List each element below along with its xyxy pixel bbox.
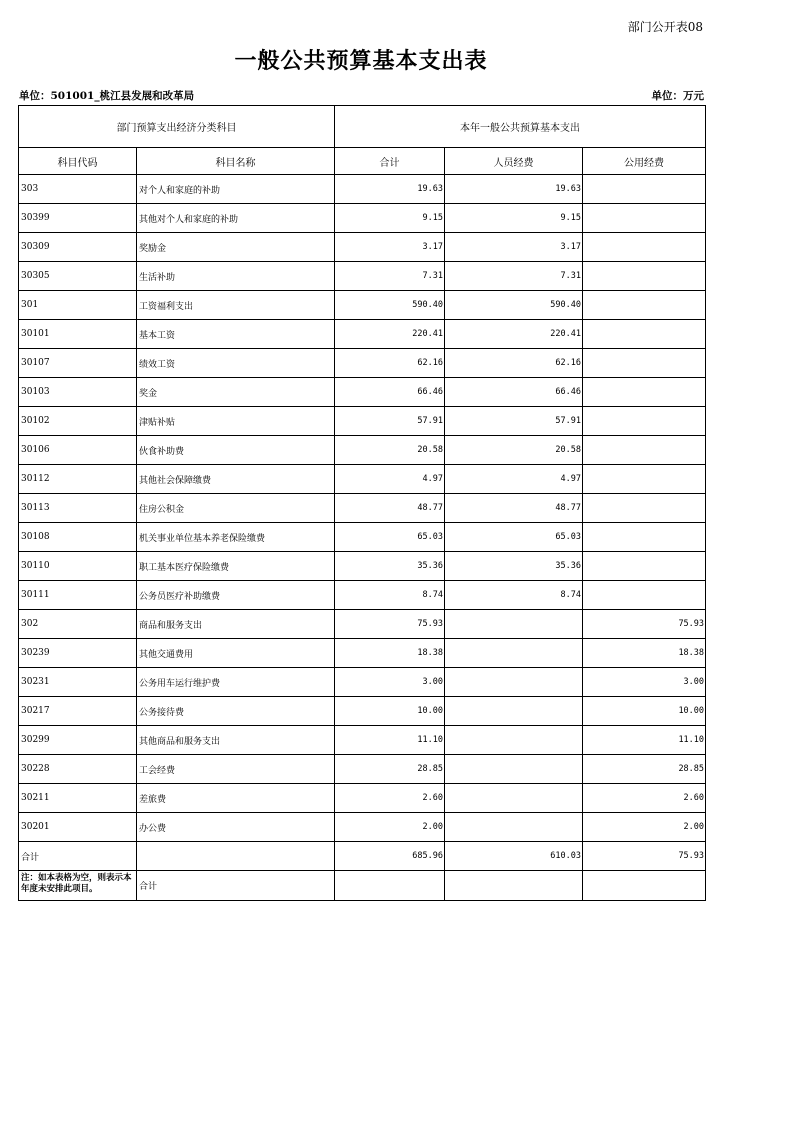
note-row-empty-cell [335, 871, 445, 901]
cell-personnel: 8.74 [445, 581, 583, 610]
cell-code: 30239 [19, 639, 137, 668]
cell-public: 2.00 [583, 813, 706, 842]
cell-code: 302 [19, 610, 137, 639]
cell-total: 19.63 [335, 175, 445, 204]
cell-code: 30112 [19, 465, 137, 494]
cell-name: 奖励金 [137, 233, 335, 262]
cell-name: 职工基本医疗保险缴费 [137, 552, 335, 581]
table-row [19, 378, 706, 407]
cell-total: 220.41 [335, 320, 445, 349]
column-header-total: 合计 [335, 148, 445, 175]
cell-total: 8.74 [335, 581, 445, 610]
cell-code: 30113 [19, 494, 137, 523]
cell-total: 590.40 [335, 291, 445, 320]
note-row [19, 871, 706, 901]
cell-public [583, 320, 706, 349]
cell-public: 10.00 [583, 697, 706, 726]
cell-total: 20.58 [335, 436, 445, 465]
cell-name: 其他商品和服务支出 [137, 726, 335, 755]
table-row [19, 291, 706, 320]
cell-personnel: 7.31 [445, 262, 583, 291]
cell-code: 30211 [19, 784, 137, 813]
cell-code: 303 [19, 175, 137, 204]
table-note: 注：如本表格为空，则表示本年度未安排此项目。 [19, 871, 137, 901]
cell-personnel [445, 726, 583, 755]
table-row [19, 668, 706, 697]
cell-public: 3.00 [583, 668, 706, 697]
table-row [19, 784, 706, 813]
cell-personnel: 220.41 [445, 320, 583, 349]
table-row [19, 581, 706, 610]
cell-total: 2.60 [335, 784, 445, 813]
cell-name: 生活补助 [137, 262, 335, 291]
cell-total: 11.10 [335, 726, 445, 755]
cell-code: 30231 [19, 668, 137, 697]
table-row [19, 494, 706, 523]
cell-total: 62.16 [335, 349, 445, 378]
table-row [19, 610, 706, 639]
cell-code: 30101 [19, 320, 137, 349]
cell-personnel: 48.77 [445, 494, 583, 523]
cell-total: 18.38 [335, 639, 445, 668]
cell-public [583, 349, 706, 378]
total-row [19, 842, 706, 871]
cell-personnel: 62.16 [445, 349, 583, 378]
cell-personnel: 3.17 [445, 233, 583, 262]
cell-name [137, 842, 335, 871]
cell-personnel [445, 697, 583, 726]
cell-total: 3.00 [335, 668, 445, 697]
table-row [19, 639, 706, 668]
cell-name: 其他交通费用 [137, 639, 335, 668]
cell-code: 30110 [19, 552, 137, 581]
cell-name: 办公费 [137, 813, 335, 842]
cell-total: 685.96 [335, 842, 445, 871]
table-row [19, 697, 706, 726]
cell-total: 7.31 [335, 262, 445, 291]
cell-personnel [445, 639, 583, 668]
note-row-empty-cell [583, 871, 706, 901]
cell-personnel [445, 610, 583, 639]
column-header-public: 公用经费 [583, 148, 706, 175]
cell-total: 4.97 [335, 465, 445, 494]
cell-code: 30399 [19, 204, 137, 233]
cell-personnel: 590.40 [445, 291, 583, 320]
table-row [19, 813, 706, 842]
table-body [19, 175, 706, 901]
note-row-label: 合计 [137, 871, 335, 901]
cell-total: 28.85 [335, 755, 445, 784]
cell-personnel: 610.03 [445, 842, 583, 871]
cell-name: 工会经费 [137, 755, 335, 784]
cell-public [583, 552, 706, 581]
table-row [19, 407, 706, 436]
cell-personnel [445, 668, 583, 697]
table-row [19, 523, 706, 552]
cell-public [583, 407, 706, 436]
cell-public [583, 494, 706, 523]
cell-code: 30201 [19, 813, 137, 842]
cell-code: 30228 [19, 755, 137, 784]
table-row [19, 320, 706, 349]
cell-public [583, 291, 706, 320]
table-row [19, 204, 706, 233]
cell-public [583, 262, 706, 291]
cell-code: 30305 [19, 262, 137, 291]
cell-total: 65.03 [335, 523, 445, 552]
cell-personnel: 35.36 [445, 552, 583, 581]
cell-personnel: 66.46 [445, 378, 583, 407]
table-row [19, 349, 706, 378]
cell-name: 公务用车运行维护费 [137, 668, 335, 697]
cell-code: 30299 [19, 726, 137, 755]
cell-name: 津贴补贴 [137, 407, 335, 436]
table-row [19, 726, 706, 755]
cell-code: 30106 [19, 436, 137, 465]
note-row-empty-cell [445, 871, 583, 901]
column-header-personnel: 人员经费 [445, 148, 583, 175]
cell-public [583, 465, 706, 494]
cell-total: 9.15 [335, 204, 445, 233]
table-group-header-row [19, 106, 706, 148]
cell-name: 基本工资 [137, 320, 335, 349]
table-number-label: 部门公开表08 [627, 20, 703, 34]
table-row [19, 262, 706, 291]
cell-name: 商品和服务支出 [137, 610, 335, 639]
cell-total: 35.36 [335, 552, 445, 581]
cell-code: 301 [19, 291, 137, 320]
department-unit-label: 单位：501001_桃江县发展和改革局 [19, 90, 195, 102]
cell-name: 机关事业单位基本养老保险缴费 [137, 523, 335, 552]
table-row [19, 436, 706, 465]
column-header-name: 科目名称 [137, 148, 335, 175]
cell-code: 30103 [19, 378, 137, 407]
cell-name: 其他社会保障缴费 [137, 465, 335, 494]
cell-public: 28.85 [583, 755, 706, 784]
currency-unit-label: 单位：万元 [651, 90, 704, 102]
cell-name: 其他对个人和家庭的补助 [137, 204, 335, 233]
cell-personnel [445, 813, 583, 842]
cell-personnel: 65.03 [445, 523, 583, 552]
cell-personnel: 57.91 [445, 407, 583, 436]
cell-personnel: 19.63 [445, 175, 583, 204]
cell-total: 66.46 [335, 378, 445, 407]
cell-total: 2.00 [335, 813, 445, 842]
cell-personnel [445, 755, 583, 784]
cell-public: 11.10 [583, 726, 706, 755]
cell-code: 30102 [19, 407, 137, 436]
cell-name: 公务员医疗补助缴费 [137, 581, 335, 610]
cell-public [583, 523, 706, 552]
cell-personnel: 4.97 [445, 465, 583, 494]
cell-code: 30108 [19, 523, 137, 552]
cell-public [583, 378, 706, 407]
cell-name: 伙食补助费 [137, 436, 335, 465]
page-title: 一般公共预算基本支出表 [234, 48, 488, 74]
cell-personnel [445, 784, 583, 813]
cell-public [583, 175, 706, 204]
cell-public [583, 204, 706, 233]
cell-code: 30217 [19, 697, 137, 726]
cell-code: 合计 [19, 842, 137, 871]
table-column-header-row [19, 148, 706, 175]
table-row [19, 233, 706, 262]
cell-total: 10.00 [335, 697, 445, 726]
group-header-basic-expenditure: 本年一般公共预算基本支出 [335, 106, 706, 148]
cell-code: 30309 [19, 233, 137, 262]
cell-name: 工资福利支出 [137, 291, 335, 320]
table-row [19, 755, 706, 784]
cell-total: 3.17 [335, 233, 445, 262]
cell-public: 18.38 [583, 639, 706, 668]
column-header-code: 科目代码 [19, 148, 137, 175]
table-row [19, 465, 706, 494]
cell-total: 75.93 [335, 610, 445, 639]
cell-code: 30111 [19, 581, 137, 610]
cell-name: 奖金 [137, 378, 335, 407]
cell-personnel: 9.15 [445, 204, 583, 233]
cell-name: 绩效工资 [137, 349, 335, 378]
budget-table [18, 105, 706, 901]
cell-code: 30107 [19, 349, 137, 378]
cell-name: 差旅费 [137, 784, 335, 813]
table-row [19, 175, 706, 204]
cell-personnel: 20.58 [445, 436, 583, 465]
cell-total: 48.77 [335, 494, 445, 523]
cell-public: 2.60 [583, 784, 706, 813]
cell-name: 住房公积金 [137, 494, 335, 523]
cell-name: 对个人和家庭的补助 [137, 175, 335, 204]
cell-total: 57.91 [335, 407, 445, 436]
group-header-classification: 部门预算支出经济分类科目 [19, 106, 335, 148]
cell-public [583, 581, 706, 610]
cell-name: 公务接待费 [137, 697, 335, 726]
table-row [19, 552, 706, 581]
cell-public: 75.93 [583, 610, 706, 639]
cell-public [583, 233, 706, 262]
cell-public [583, 436, 706, 465]
cell-public: 75.93 [583, 842, 706, 871]
